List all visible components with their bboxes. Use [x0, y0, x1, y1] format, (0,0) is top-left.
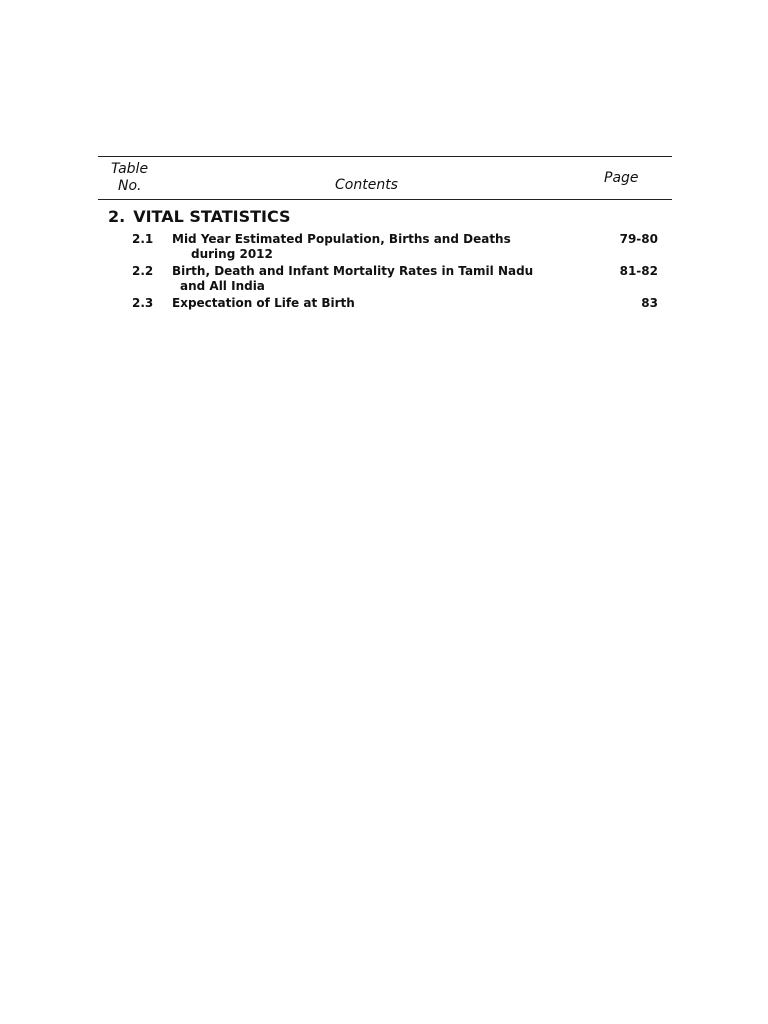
- header-bottom-rule: [98, 199, 672, 200]
- entry-title-continuation: during 2012: [191, 247, 273, 261]
- section-heading: [108, 206, 291, 228]
- entry-title-line: Birth, Death and Infant Mortality Rates in Tamil Nadu: [172, 264, 534, 278]
- section-number: 2.: [108, 207, 126, 226]
- header-contents-label: Contents: [335, 177, 398, 193]
- entry-title-line: Mid Year Estimated Population, Births and Deaths: [172, 232, 511, 246]
- section-title: VITAL STATISTICS: [133, 207, 291, 226]
- entry-title-line: Expectation of Life at Birth: [172, 296, 355, 310]
- entry-page: 81-82: [619, 264, 658, 278]
- entry-page: 83: [641, 296, 658, 310]
- entry-page: 79-80: [619, 232, 658, 246]
- entry-number: 2.1: [132, 232, 154, 246]
- entry-title-continuation: and All India: [180, 279, 265, 293]
- header-page-label: Page: [604, 170, 639, 186]
- header-table-label: Table: [111, 161, 149, 177]
- header-top-rule: [98, 156, 672, 157]
- entry-title: [172, 264, 533, 294]
- entry-title: [172, 232, 511, 262]
- entry-number: 2.3: [132, 296, 154, 310]
- entry-number: 2.2: [132, 264, 154, 278]
- entry-title: [172, 296, 355, 311]
- header-no-label: No.: [118, 178, 142, 194]
